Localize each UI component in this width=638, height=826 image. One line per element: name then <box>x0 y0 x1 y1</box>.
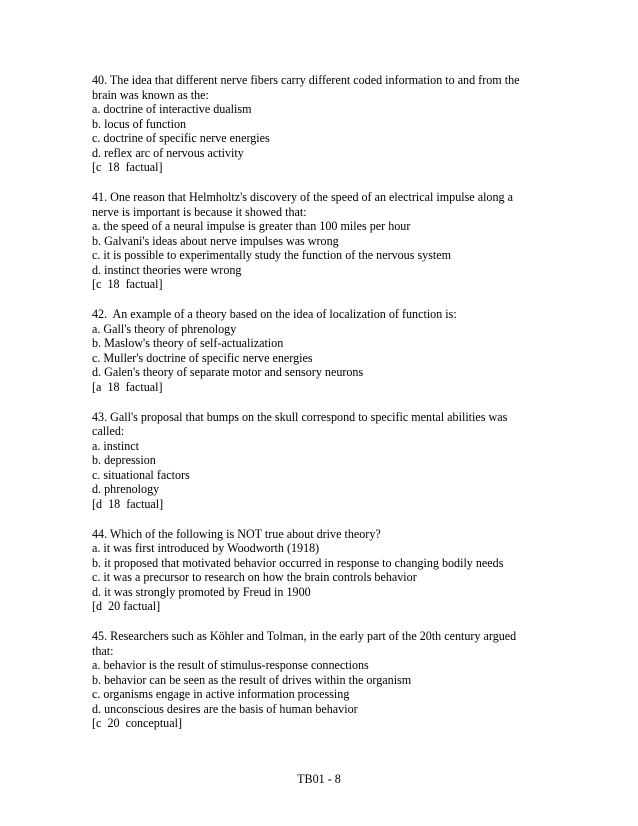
question-list <box>92 73 562 746</box>
question-stem-line: 44. Which of the following is NOT true about drive theory? <box>92 526 381 541</box>
question-44 <box>92 527 562 614</box>
question-stem-line: that: <box>92 643 114 658</box>
answer-key: [c 18 factual] <box>92 160 163 174</box>
question-stem-line: brain was known as the: <box>92 87 209 102</box>
answer-option: a. instinct <box>92 438 140 453</box>
answer-option: b. Galvani's ideas about nerve impulses was wrong <box>92 233 339 248</box>
question-stem-line: called: <box>92 424 125 438</box>
answer-option: b. Maslow's theory of self-actualization <box>92 336 284 350</box>
answer-option: c. situational factors <box>92 467 190 482</box>
answer-key: [d 20 factual] <box>92 599 161 613</box>
question-stem-line: 42. An example of a theory based on the idea of localization of function is: <box>92 307 457 321</box>
answer-key: [a 18 factual] <box>92 379 163 394</box>
question-45 <box>92 629 562 731</box>
answer-option: d. Galen's theory of separate motor and sensory neurons <box>92 365 364 379</box>
answer-key: [c 18 factual] <box>92 277 163 291</box>
answer-option: d. unconscious desires are the basis of human behavior <box>92 701 358 716</box>
question-stem-line: 41. One reason that Helmholtz's discovery of the speed of an electrical impulse along a <box>92 190 513 204</box>
answer-option: c. organisms engage in active information processing <box>92 687 350 701</box>
answer-option: b. it proposed that motivated behavior occurred in response to changing bodily needs <box>92 555 504 570</box>
answer-option: c. doctrine of specific nerve energies <box>92 131 270 145</box>
answer-option: a. doctrine of interactive dualism <box>92 102 252 116</box>
question-40 <box>92 73 562 175</box>
answer-option: d. it was strongly promoted by Freud in 1900 <box>92 584 311 599</box>
page-footer-label: TB01 - 8 <box>297 772 341 786</box>
answer-option: a. the speed of a neural impulse is greater than 100 miles per hour <box>92 219 411 233</box>
answer-option: b. behavior can be seen as the result of drives within the organism <box>92 672 412 687</box>
answer-option: c. it is possible to experimentally study the function of the nervous system <box>92 248 452 262</box>
answer-key: [c 20 conceptual] <box>92 716 182 730</box>
answer-option: d. instinct theories were wrong <box>92 262 242 277</box>
question-stem-line: 45. Researchers such as Köhler and Tolman, in the early part of the 20th century argued <box>92 629 517 643</box>
question-stem-line: 40. The idea that different nerve fibers carry different coded information to and from the <box>92 73 520 87</box>
answer-option: a. it was first introduced by Woodworth (1918) <box>92 541 320 555</box>
answer-option: b. depression <box>92 453 156 467</box>
question-42 <box>92 307 562 394</box>
answer-option: c. it was a precursor to research on how the brain controls behavior <box>92 570 417 584</box>
question-stem-line: nerve is important is because it showed that: <box>92 204 307 219</box>
answer-key: [d 18 factual] <box>92 496 164 511</box>
answer-option: b. locus of function <box>92 116 187 131</box>
question-41 <box>92 190 562 292</box>
question-stem-line: 43. Gall's proposal that bumps on the skull correspond to specific mental abilities was <box>92 409 508 424</box>
question-43 <box>92 410 562 512</box>
answer-option: c. Muller's doctrine of specific nerve energies <box>92 350 313 365</box>
answer-option: a. Gall's theory of phrenology <box>92 321 237 336</box>
answer-option: d. reflex arc of nervous activity <box>92 145 244 160</box>
answer-option: a. behavior is the result of stimulus-response connections <box>92 658 369 672</box>
answer-option: d. phrenology <box>92 482 160 496</box>
